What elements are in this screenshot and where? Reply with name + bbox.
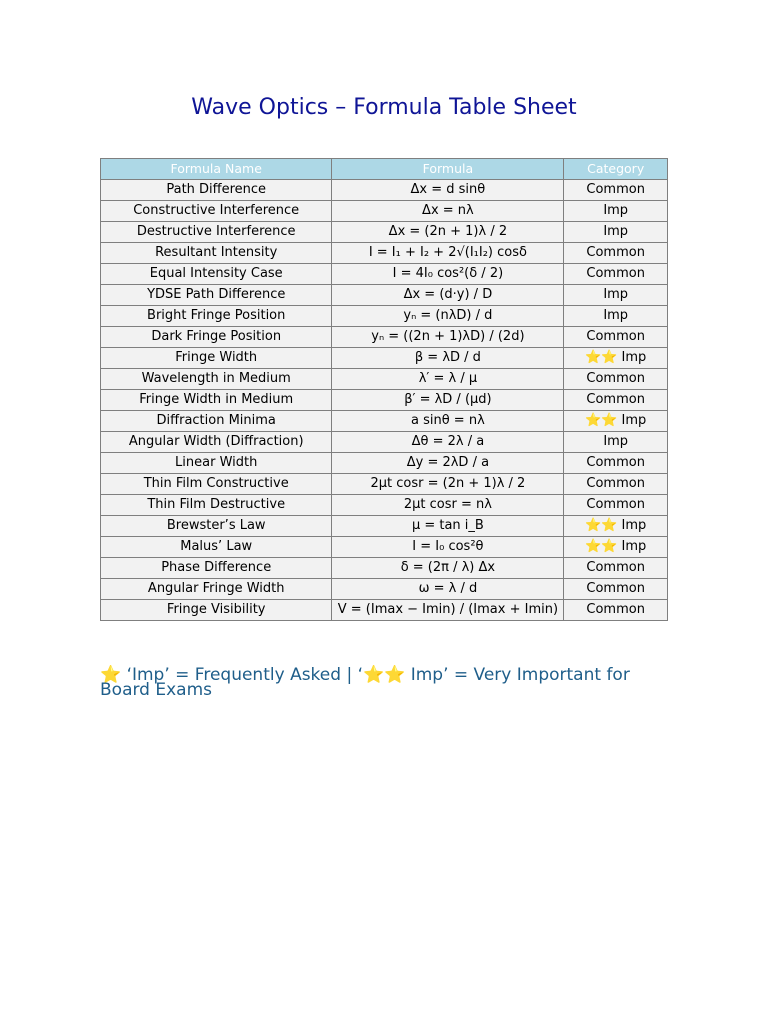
cell-formula: Δx = nλ [332, 201, 564, 222]
cell-formula: ω = λ / d [332, 579, 564, 600]
table-row [101, 369, 668, 390]
table-row [101, 474, 668, 495]
table-row [101, 222, 668, 243]
cell-formula-name: Thin Film Constructive [101, 474, 332, 495]
formula-table [100, 158, 668, 621]
cell-formula: I = I₀ cos²θ [332, 537, 564, 558]
cell-formula: Δx = d sinθ [332, 180, 564, 201]
table-row [101, 243, 668, 264]
table-row [101, 390, 668, 411]
table-row [101, 201, 668, 222]
legend-note: ⭐ ‘Imp’ = Frequently Asked | ‘⭐⭐ Imp’ = Very Important for Board Exams [100, 665, 630, 700]
cell-category: Common [564, 327, 668, 348]
header-row [101, 159, 668, 180]
cell-formula-name: YDSE Path Difference [101, 285, 332, 306]
cell-formula: Δy = 2λD / a [332, 453, 564, 474]
cell-formula-name: Dark Fringe Position [101, 327, 332, 348]
cell-category: Common [564, 600, 668, 621]
cell-category: ⭐⭐ Imp [564, 537, 668, 558]
cell-formula: I = 4I₀ cos²(δ / 2) [332, 264, 564, 285]
cell-category: Common [564, 369, 668, 390]
table-row [101, 306, 668, 327]
table-row [101, 453, 668, 474]
cell-formula-name: Thin Film Destructive [101, 495, 332, 516]
cell-category: Common [564, 180, 668, 201]
cell-formula: yₙ = ((2n + 1)λD) / (2d) [332, 327, 564, 348]
cell-formula-name: Malus’ Law [101, 537, 332, 558]
table-row [101, 432, 668, 453]
table-row [101, 348, 668, 369]
cell-category: Common [564, 558, 668, 579]
cell-formula-name: Fringe Width in Medium [101, 390, 332, 411]
cell-category: ⭐⭐ Imp [564, 411, 668, 432]
cell-formula-name: Fringe Visibility [101, 600, 332, 621]
header-formula-name: Formula Name [101, 159, 332, 180]
cell-formula-name: Constructive Interference [101, 201, 332, 222]
table-row [101, 579, 668, 600]
table-row [101, 516, 668, 537]
cell-formula: V = (Imax − Imin) / (Imax + Imin) [332, 600, 564, 621]
cell-category: Common [564, 474, 668, 495]
cell-category: Common [564, 390, 668, 411]
cell-category: Common [564, 579, 668, 600]
table-row [101, 600, 668, 621]
table-row [101, 285, 668, 306]
table-row [101, 495, 668, 516]
header-formula: Formula [332, 159, 564, 180]
cell-category: Common [564, 453, 668, 474]
cell-formula: 2μt cosr = (2n + 1)λ / 2 [332, 474, 564, 495]
cell-formula: Δθ = 2λ / a [332, 432, 564, 453]
cell-category: Imp [564, 432, 668, 453]
cell-formula-name: Path Difference [101, 180, 332, 201]
cell-formula: δ = (2π / λ) Δx [332, 558, 564, 579]
cell-formula-name: Linear Width [101, 453, 332, 474]
cell-formula: yₙ = (nλD) / d [332, 306, 564, 327]
cell-formula: I = I₁ + I₂ + 2√(I₁I₂) cosδ [332, 243, 564, 264]
cell-formula-name: Angular Fringe Width [101, 579, 332, 600]
cell-formula-name: Resultant Intensity [101, 243, 332, 264]
table-row [101, 327, 668, 348]
cell-formula-name: Wavelength in Medium [101, 369, 332, 390]
table-row [101, 558, 668, 579]
table-body [101, 180, 668, 621]
cell-formula: Δx = (d·y) / D [332, 285, 564, 306]
table-row [101, 411, 668, 432]
table-row [101, 264, 668, 285]
cell-category: Imp [564, 306, 668, 327]
table-row [101, 180, 668, 201]
cell-category: Common [564, 264, 668, 285]
cell-category: Common [564, 495, 668, 516]
cell-category: Imp [564, 222, 668, 243]
cell-formula-name: Phase Difference [101, 558, 332, 579]
header-category: Category [564, 159, 668, 180]
cell-formula-name: Diffraction Minima [101, 411, 332, 432]
cell-formula-name: Brewster’s Law [101, 516, 332, 537]
cell-category: Common [564, 243, 668, 264]
cell-formula: β′ = λD / (μd) [332, 390, 564, 411]
cell-formula: Δx = (2n + 1)λ / 2 [332, 222, 564, 243]
cell-formula-name: Destructive Interference [101, 222, 332, 243]
cell-formula: μ = tan i_B [332, 516, 564, 537]
cell-formula: β = λD / d [332, 348, 564, 369]
cell-formula: λ′ = λ / μ [332, 369, 564, 390]
table-header [101, 159, 668, 180]
cell-formula: a sinθ = nλ [332, 411, 564, 432]
cell-category: Imp [564, 285, 668, 306]
cell-category: ⭐⭐ Imp [564, 348, 668, 369]
cell-formula: 2μt cosr = nλ [332, 495, 564, 516]
cell-category: ⭐⭐ Imp [564, 516, 668, 537]
cell-formula-name: Equal Intensity Case [101, 264, 332, 285]
cell-formula-name: Fringe Width [101, 348, 332, 369]
cell-formula-name: Angular Width (Diffraction) [101, 432, 332, 453]
cell-formula-name: Bright Fringe Position [101, 306, 332, 327]
table-row [101, 537, 668, 558]
cell-category: Imp [564, 201, 668, 222]
page-title: Wave Optics – Formula Table Sheet [191, 95, 577, 120]
